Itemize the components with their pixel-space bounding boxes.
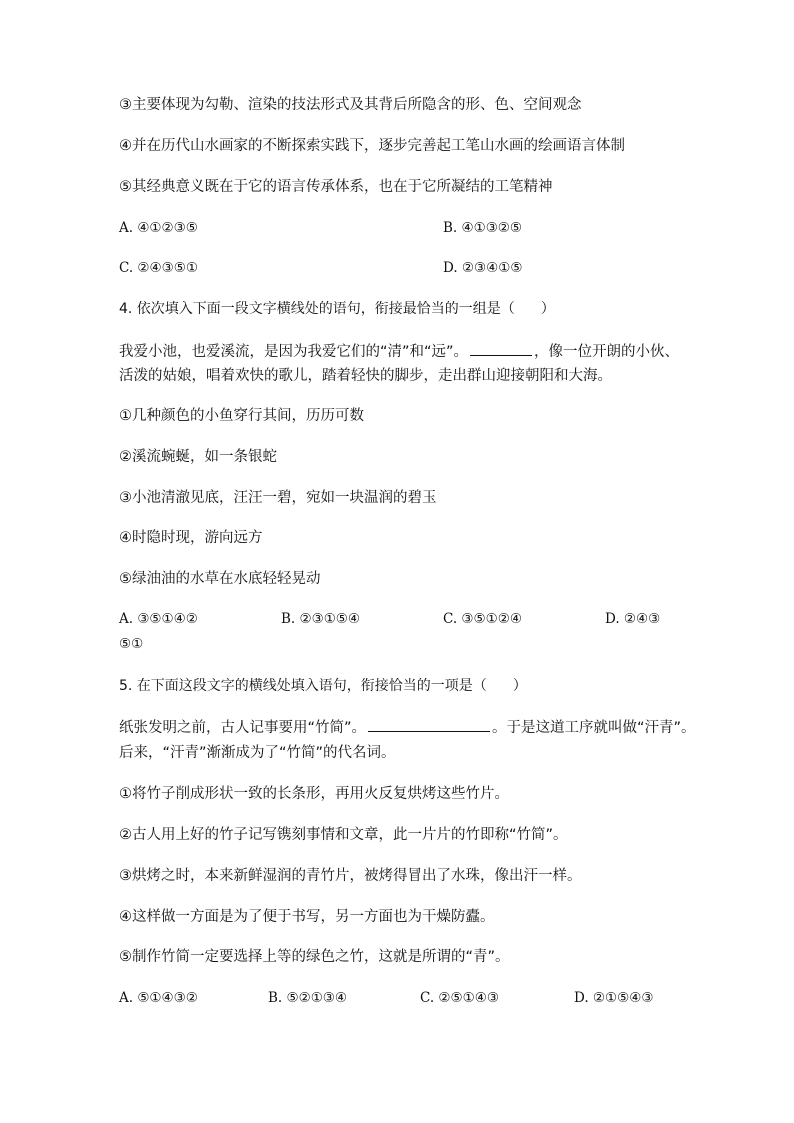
q4-option-c[interactable]: C. ③⑤①②④ bbox=[443, 611, 522, 627]
q4-option-b[interactable]: B. ②③①⑤④ bbox=[281, 611, 361, 627]
q5-stem-text: 5. 在下面这段文字的横线处填入语句，衔接恰当的一项是（ bbox=[119, 678, 487, 694]
q4-item-3: ③小池清澈见底，汪汪一碧，宛如一块温润的碧玉 bbox=[119, 490, 437, 506]
q5-item-2: ②古人用上好的竹子记写镌刻事情和文章，此一片片的竹即称“竹简”。 bbox=[119, 827, 568, 843]
q3-option-b[interactable]: B. ④①③②⑤ bbox=[443, 220, 523, 236]
q4-item-2: ②溪流蜿蜒，如一条银蛇 bbox=[119, 449, 277, 465]
q4-passage-line-1 bbox=[119, 341, 679, 362]
q3-option-a[interactable]: A. ④①②③⑤ bbox=[119, 220, 198, 236]
q5-item-3: ③烘烤之时，本来新鲜湿润的青竹片，被烤得冒出了水珠，像出汗一样。 bbox=[119, 868, 582, 884]
q3-item-5: ⑤其经典意义既在于它的语言传承体系，也在于它所凝结的工笔精神 bbox=[119, 179, 553, 195]
q5-option-c[interactable]: C. ②⑤①④③ bbox=[420, 990, 499, 1006]
q5-passage-line-2: 后来，“汗青”渐渐成为了“竹简”的代名词。 bbox=[119, 745, 396, 761]
q4-passage-after: ，像一位开朗的小伙、 bbox=[534, 344, 680, 360]
q3-item-3: ③主要体现为勾勒、渲染的技法形式及其背后所隐含的形、色、空间观念 bbox=[119, 97, 582, 113]
q4-stem-text: 4. 依次填入下面一段文字横线处的语句，衔接最恰当的一组是（ bbox=[119, 301, 515, 317]
q5-option-a[interactable]: A. ⑤①④③② bbox=[119, 990, 198, 1006]
q4-option-d[interactable]: D. ②④③ bbox=[605, 611, 661, 627]
q4-item-1: ①几种颜色的小鱼穿行其间，历历可数 bbox=[119, 408, 364, 424]
q5-option-b[interactable]: B. ⑤②①③④ bbox=[268, 990, 348, 1006]
q5-passage-line-1 bbox=[119, 717, 696, 738]
q5-passage-before: 纸张发明之前，古人记事要用“竹简”。 bbox=[119, 720, 367, 736]
q4-item-4: ④时隐时现，游向远方 bbox=[119, 530, 263, 546]
q4-stem-close: ） bbox=[540, 301, 555, 317]
q5-stem-close: ） bbox=[512, 678, 527, 694]
q5-stem bbox=[119, 676, 527, 696]
q4-item-5: ⑤绿油油的水草在水底轻轻晃动 bbox=[119, 571, 321, 587]
q5-option-d[interactable]: D. ②①⑤④③ bbox=[574, 990, 654, 1006]
q5-item-1: ①将竹子削成形状一致的长条形，再用火反复烘烤这些竹片。 bbox=[119, 786, 509, 802]
q4-passage-line-2: 活泼的姑娘，唱着欢快的歌儿，踏着轻快的脚步，走出群山迎接朝阳和大海。 bbox=[119, 368, 612, 384]
q5-item-5: ⑤制作竹简一定要选择上等的绿色之竹，这就是所谓的“青”。 bbox=[119, 949, 510, 965]
q5-fill-blank[interactable] bbox=[368, 717, 490, 732]
q3-option-d[interactable]: D. ②③④①⑤ bbox=[443, 260, 523, 276]
q5-item-4: ④这样做一方面是为了便于书写，另一方面也为干燥防蠹。 bbox=[119, 909, 495, 925]
q4-option-d-wrap: ⑤① bbox=[119, 636, 144, 652]
q4-stem bbox=[119, 299, 555, 319]
q4-option-a[interactable]: A. ③⑤①④② bbox=[119, 611, 198, 627]
q3-option-c[interactable]: C. ②④③⑤① bbox=[119, 260, 198, 276]
q5-passage-after: 。于是这道工序就叫做“汗青”。 bbox=[492, 720, 696, 736]
q4-fill-blank[interactable] bbox=[470, 341, 532, 356]
q4-passage-before: 我爱小池，也爱溪流，是因为我爱它们的“清”和“远”。 bbox=[119, 344, 469, 360]
q3-item-4: ④并在历代山水画家的不断探索实践下，逐步完善起工笔山水画的绘画语言体制 bbox=[119, 138, 625, 154]
